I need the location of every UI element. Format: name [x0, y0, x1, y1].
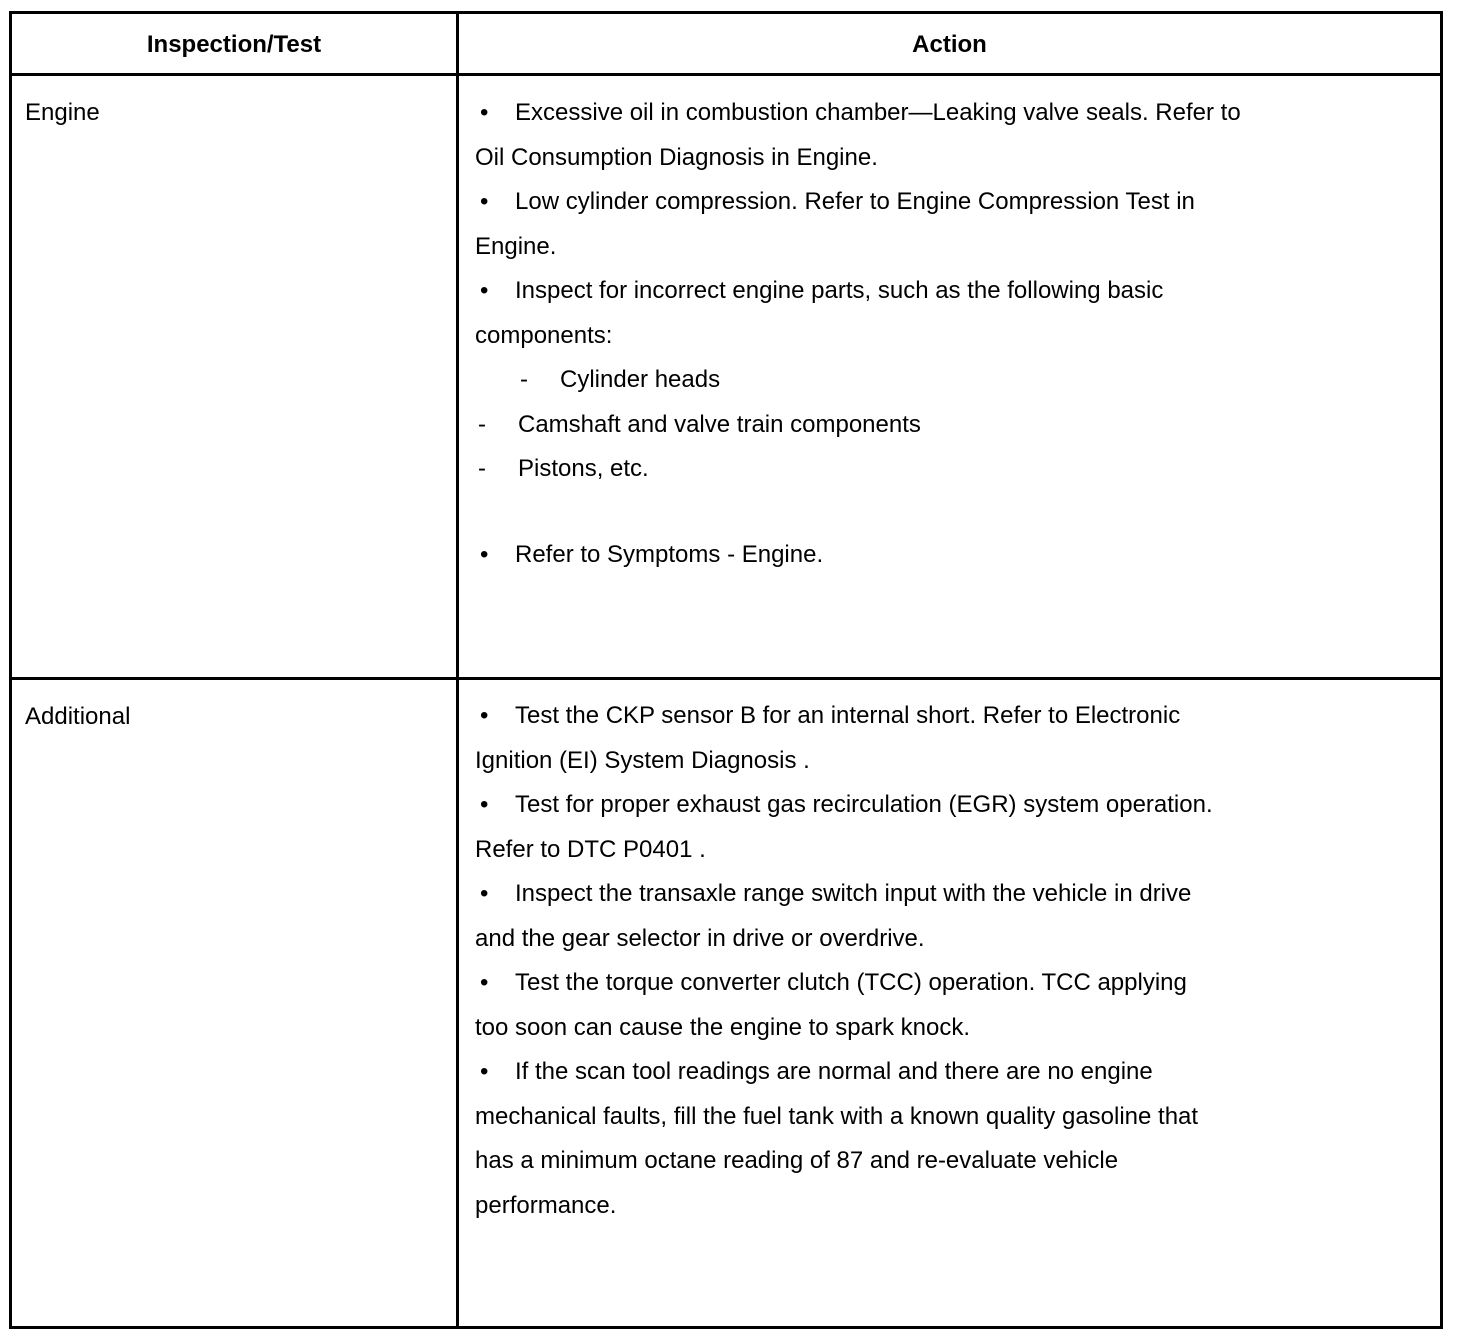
row-actions-additional: [475, 694, 1375, 1228]
list-item-continuation: too soon can cause the engine to spark knock.: [475, 1013, 970, 1041]
item-text: Test the CKP sensor B for an internal short. Refer to Electronic: [515, 702, 1181, 729]
item-text: Cylinder heads: [560, 366, 721, 393]
list-item-continuation: and the gear selector in drive or overdrive.: [475, 924, 925, 952]
header-inspection-test: Inspection/Test: [146, 31, 322, 58]
list-item: [475, 533, 1375, 578]
item-text: Test the torque converter clutch (TCC) operation. TCC applying: [515, 969, 1187, 996]
bullet-marker: •: [480, 540, 489, 568]
bullet-marker: •: [480, 702, 489, 729]
item-text: If the scan tool readings are normal and there are no engine: [515, 1058, 1153, 1085]
bullet-marker: •: [480, 880, 489, 907]
sub-list-item: [475, 403, 1375, 448]
dash-marker: -: [520, 366, 528, 393]
bullet-marker: •: [480, 969, 489, 996]
item-text: Pistons, etc.: [518, 455, 649, 482]
spacer: [475, 492, 1375, 533]
bullet-marker: •: [480, 791, 489, 818]
header-divider: [9, 73, 1443, 76]
item-text: Low cylinder compression. Refer to Engine Compression Test in: [515, 188, 1195, 215]
column-divider: [456, 11, 459, 1329]
bullet-marker: •: [480, 277, 489, 304]
list-item: [475, 1050, 1375, 1095]
list-item-continuation: has a minimum octane reading of 87 and re-evaluate vehicle: [475, 1147, 1119, 1174]
item-text: Refer to Symptoms - Engine.: [515, 540, 824, 568]
bullet-marker: •: [480, 99, 489, 126]
list-item: [475, 783, 1375, 828]
item-text: Camshaft and valve train components: [518, 410, 921, 438]
list-item-continuation: mechanical faults, fill the fuel tank with a known quality gasoline that: [475, 1102, 1199, 1130]
dash-marker: -: [478, 455, 486, 482]
list-item: [475, 694, 1375, 739]
item-text: Excessive oil in combustion chamber—Leaking valve seals. Refer to: [515, 99, 1241, 126]
list-item: [475, 91, 1375, 136]
list-item-continuation: Ignition (EI) System Diagnosis .: [475, 746, 810, 774]
list-item-continuation: performance.: [475, 1191, 617, 1219]
dash-marker: -: [478, 410, 486, 438]
list-item-continuation: Refer to DTC P0401 .: [475, 835, 706, 863]
list-item-continuation: components:: [475, 321, 613, 349]
list-item: [475, 269, 1375, 314]
list-item: [475, 872, 1375, 917]
row-label-additional: Additional: [25, 703, 131, 730]
item-text: Inspect the transaxle range switch input with the vehicle in drive: [515, 880, 1192, 907]
row-actions-engine: [475, 91, 1375, 577]
bullet-marker: •: [480, 188, 489, 215]
list-item: [475, 180, 1375, 225]
list-item-continuation: Engine.: [475, 232, 557, 260]
list-item: [475, 961, 1375, 1006]
row-divider: [9, 677, 1443, 680]
sub-list-item: [475, 358, 1375, 403]
list-item-continuation: Oil Consumption Diagnosis in Engine.: [475, 143, 878, 171]
header-action: Action: [912, 31, 987, 58]
sub-list-item: [475, 447, 1375, 492]
item-text: Test for proper exhaust gas recirculation (EGR) system operation.: [515, 791, 1213, 818]
item-text: Inspect for incorrect engine parts, such as the following basic: [515, 277, 1164, 304]
row-label-engine: Engine: [25, 99, 100, 126]
bullet-marker: •: [480, 1058, 489, 1085]
